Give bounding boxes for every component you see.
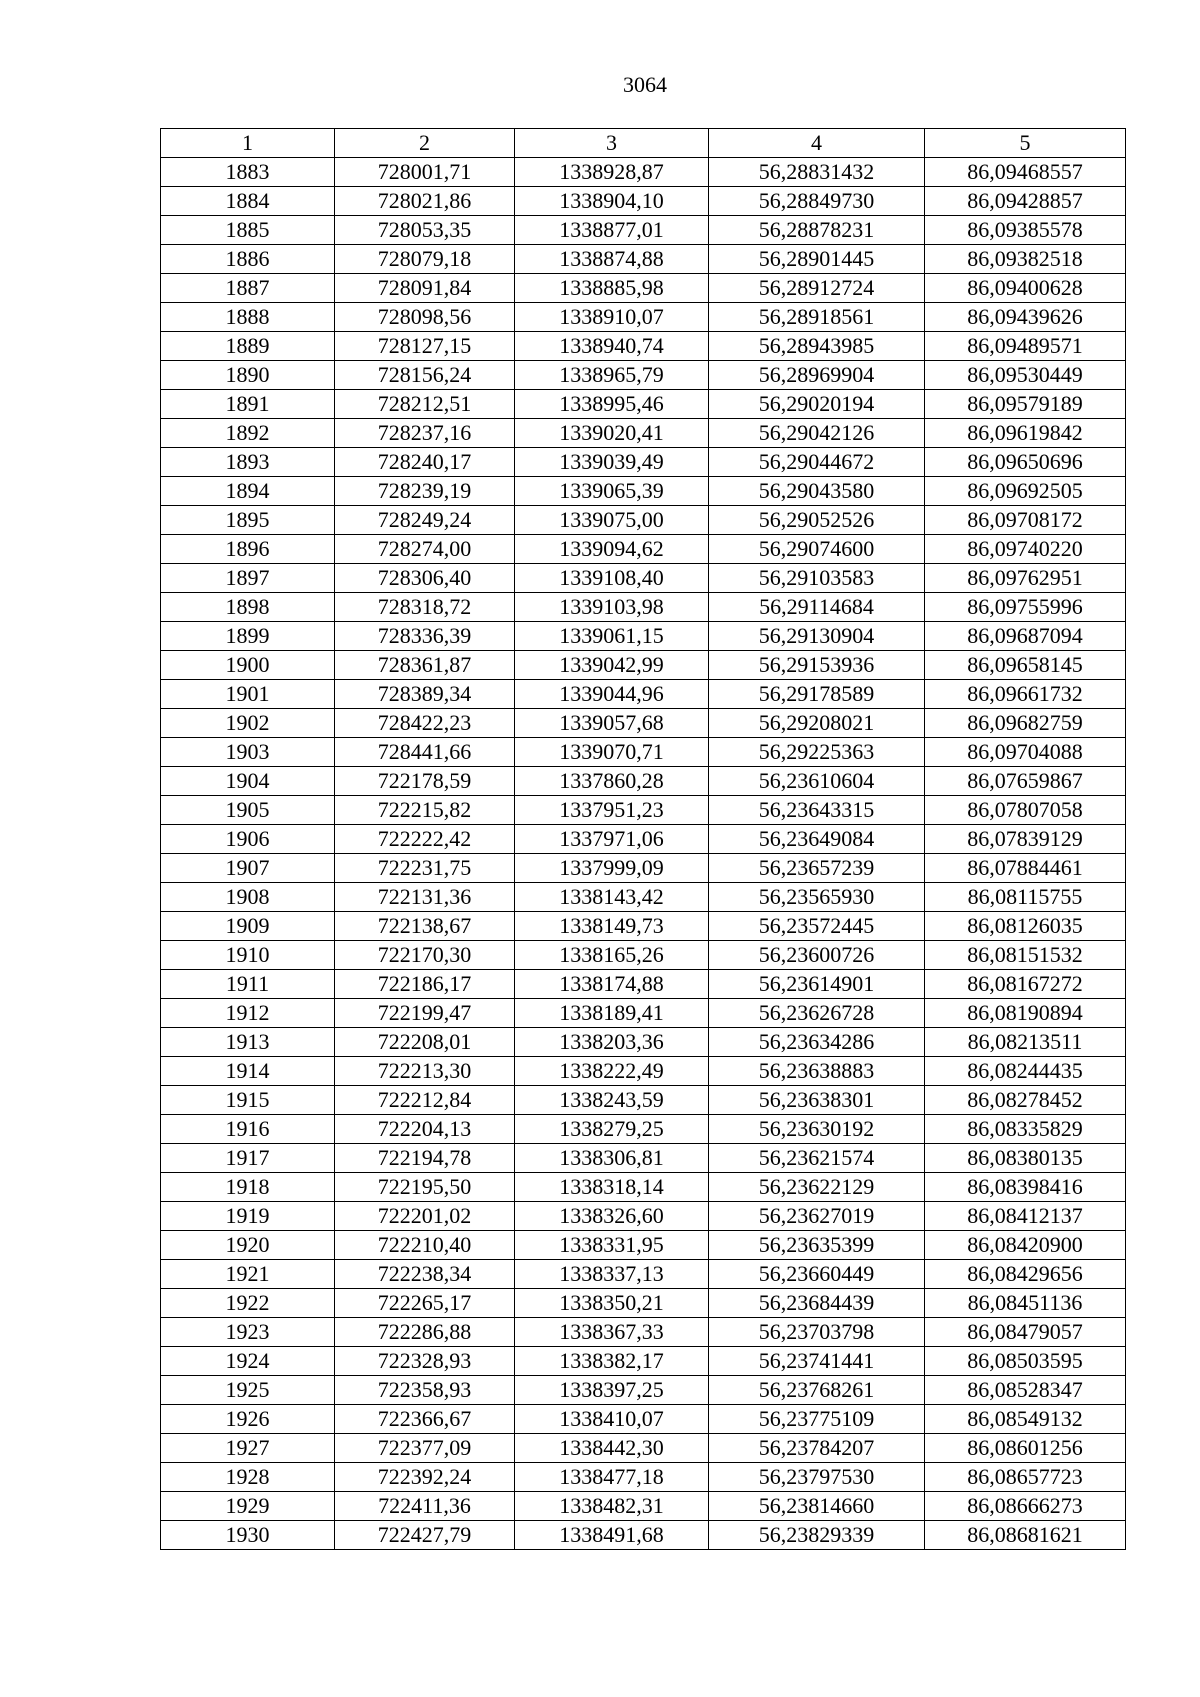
table-cell-col-5: 86,09650696 [925,448,1126,477]
table-cell-col-3: 1339108,40 [515,564,709,593]
table-cell-col-1: 1925 [161,1376,335,1405]
coordinates-table [160,128,1126,1550]
table-cell-col-3: 1339042,99 [515,651,709,680]
table-cell-col-2: 722427,79 [335,1521,515,1550]
table-row [161,274,1126,303]
table-cell-col-5: 86,08190894 [925,999,1126,1028]
table-cell-col-3: 1338165,26 [515,941,709,970]
table-cell-col-4: 56,23565930 [709,883,925,912]
table-cell-col-3: 1339039,49 [515,448,709,477]
table-cell-col-3: 1339070,71 [515,738,709,767]
table-cell-col-1: 1920 [161,1231,335,1260]
table-cell-col-3: 1338243,59 [515,1086,709,1115]
table-cell-col-3: 1338306,81 [515,1144,709,1173]
table-row [161,767,1126,796]
table-cell-col-4: 56,28901445 [709,245,925,274]
table-cell-col-2: 722358,93 [335,1376,515,1405]
column-header-2: 2 [335,129,515,158]
table-row [161,1318,1126,1347]
table-cell-col-2: 722366,67 [335,1405,515,1434]
table-cell-col-4: 56,28878231 [709,216,925,245]
table-cell-col-5: 86,09619842 [925,419,1126,448]
table-cell-col-5: 86,08335829 [925,1115,1126,1144]
table-cell-col-5: 86,08380135 [925,1144,1126,1173]
table-cell-col-3: 1338222,49 [515,1057,709,1086]
table-cell-col-5: 86,09708172 [925,506,1126,535]
table-cell-col-5: 86,08528347 [925,1376,1126,1405]
table-row [161,1463,1126,1492]
table-cell-col-2: 722178,59 [335,767,515,796]
table-cell-col-4: 56,29208021 [709,709,925,738]
table-cell-col-1: 1922 [161,1289,335,1318]
table-cell-col-1: 1915 [161,1086,335,1115]
table-cell-col-3: 1338143,42 [515,883,709,912]
table-cell-col-1: 1921 [161,1260,335,1289]
table-row [161,1260,1126,1289]
table-cell-col-5: 86,08278452 [925,1086,1126,1115]
table-row [161,912,1126,941]
table-row [161,1521,1126,1550]
table-cell-col-1: 1897 [161,564,335,593]
table-cell-col-1: 1899 [161,622,335,651]
table-cell-col-5: 86,09682759 [925,709,1126,738]
column-header-5: 5 [925,129,1126,158]
table-cell-col-4: 56,29153936 [709,651,925,680]
table-cell-col-4: 56,23657239 [709,854,925,883]
table-row [161,506,1126,535]
table-cell-col-5: 86,08479057 [925,1318,1126,1347]
table-cell-col-2: 728361,87 [335,651,515,680]
table-cell-col-2: 722186,17 [335,970,515,999]
table-cell-col-5: 86,09400628 [925,274,1126,303]
table-row [161,303,1126,332]
table-cell-col-3: 1337971,06 [515,825,709,854]
table-cell-col-2: 722265,17 [335,1289,515,1318]
table-cell-col-5: 86,08666273 [925,1492,1126,1521]
table-cell-col-5: 86,09661732 [925,680,1126,709]
table-header [161,129,1126,158]
table-cell-col-2: 728318,72 [335,593,515,622]
table-cell-col-1: 1907 [161,854,335,883]
table-cell-col-2: 722138,67 [335,912,515,941]
table-cell-col-4: 56,23829339 [709,1521,925,1550]
table-cell-col-3: 1338940,74 [515,332,709,361]
table-cell-col-2: 728001,71 [335,158,515,187]
table-row [161,361,1126,390]
table-cell-col-5: 86,08657723 [925,1463,1126,1492]
table-cell-col-5: 86,08398416 [925,1173,1126,1202]
table-cell-col-1: 1901 [161,680,335,709]
table-cell-col-2: 728212,51 [335,390,515,419]
table-cell-col-2: 722411,36 [335,1492,515,1521]
table-cell-col-2: 728239,19 [335,477,515,506]
table-cell-col-4: 56,23814660 [709,1492,925,1521]
table-cell-col-3: 1338910,07 [515,303,709,332]
table-cell-col-1: 1930 [161,1521,335,1550]
table-cell-col-1: 1900 [161,651,335,680]
table-cell-col-2: 728053,35 [335,216,515,245]
table-cell-col-2: 722131,36 [335,883,515,912]
table-cell-col-4: 56,28831432 [709,158,925,187]
table-cell-col-1: 1911 [161,970,335,999]
table-cell-col-2: 722238,34 [335,1260,515,1289]
table-row [161,680,1126,709]
table-row [161,1434,1126,1463]
table-cell-col-1: 1884 [161,187,335,216]
table-cell-col-1: 1888 [161,303,335,332]
table-cell-col-3: 1339065,39 [515,477,709,506]
table-cell-col-4: 56,29074600 [709,535,925,564]
table-cell-col-2: 728249,24 [335,506,515,535]
table-row [161,1086,1126,1115]
table-cell-col-5: 86,08429656 [925,1260,1126,1289]
table-cell-col-5: 86,09489571 [925,332,1126,361]
table-cell-col-2: 722204,13 [335,1115,515,1144]
table-cell-col-4: 56,29020194 [709,390,925,419]
table-cell-col-5: 86,09579189 [925,390,1126,419]
table-cell-col-2: 728091,84 [335,274,515,303]
table-cell-col-1: 1919 [161,1202,335,1231]
table-cell-col-1: 1927 [161,1434,335,1463]
table-row [161,1347,1126,1376]
table-cell-col-5: 86,09468557 [925,158,1126,187]
table-cell-col-2: 722210,40 [335,1231,515,1260]
table-cell-col-3: 1338904,10 [515,187,709,216]
table-cell-col-5: 86,08167272 [925,970,1126,999]
table-cell-col-1: 1909 [161,912,335,941]
table-cell-col-2: 722377,09 [335,1434,515,1463]
table-cell-col-1: 1887 [161,274,335,303]
table-cell-col-4: 56,23768261 [709,1376,925,1405]
table-row [161,1405,1126,1434]
table-row [161,796,1126,825]
table-cell-col-3: 1339094,62 [515,535,709,564]
table-cell-col-3: 1338965,79 [515,361,709,390]
table-cell-col-1: 1918 [161,1173,335,1202]
table-cell-col-2: 728389,34 [335,680,515,709]
table-cell-col-3: 1338477,18 [515,1463,709,1492]
table-cell-col-1: 1912 [161,999,335,1028]
table-cell-col-5: 86,08151532 [925,941,1126,970]
table-cell-col-2: 728422,23 [335,709,515,738]
table-row [161,477,1126,506]
column-header-1: 1 [161,129,335,158]
table-cell-col-2: 722231,75 [335,854,515,883]
table-cell-col-3: 1338491,68 [515,1521,709,1550]
table-cell-col-1: 1885 [161,216,335,245]
table-cell-col-2: 722195,50 [335,1173,515,1202]
table-cell-col-1: 1895 [161,506,335,535]
table-cell-col-4: 56,23775109 [709,1405,925,1434]
table-cell-col-4: 56,23784207 [709,1434,925,1463]
table-cell-col-5: 86,09658145 [925,651,1126,680]
table-cell-col-2: 728240,17 [335,448,515,477]
table-cell-col-5: 86,09382518 [925,245,1126,274]
table-cell-col-1: 1910 [161,941,335,970]
table-cell-col-2: 728306,40 [335,564,515,593]
table-cell-col-5: 86,07659867 [925,767,1126,796]
table-cell-col-1: 1904 [161,767,335,796]
table-cell-col-3: 1338382,17 [515,1347,709,1376]
table-cell-col-3: 1339075,00 [515,506,709,535]
table-cell-col-3: 1338367,33 [515,1318,709,1347]
table-row [161,332,1126,361]
table-cell-col-5: 86,08412137 [925,1202,1126,1231]
table-cell-col-4: 56,23684439 [709,1289,925,1318]
table-cell-col-5: 86,07807058 [925,796,1126,825]
table-cell-col-3: 1338410,07 [515,1405,709,1434]
table-row [161,390,1126,419]
table-cell-col-3: 1337860,28 [515,767,709,796]
column-header-4: 4 [709,129,925,158]
table-cell-col-4: 56,29052526 [709,506,925,535]
table-cell-col-3: 1338337,13 [515,1260,709,1289]
table-cell-col-5: 86,07839129 [925,825,1126,854]
table-cell-col-2: 728098,56 [335,303,515,332]
table-row [161,1144,1126,1173]
table-cell-col-2: 722215,82 [335,796,515,825]
table-cell-col-2: 728441,66 [335,738,515,767]
table-row [161,419,1126,448]
table-row [161,622,1126,651]
table-row [161,535,1126,564]
table-row [161,1173,1126,1202]
table-cell-col-3: 1338874,88 [515,245,709,274]
table-cell-col-3: 1339044,96 [515,680,709,709]
table-cell-col-3: 1338203,36 [515,1028,709,1057]
table-cell-col-5: 86,09692505 [925,477,1126,506]
table-row [161,216,1126,245]
table-cell-col-4: 56,28969904 [709,361,925,390]
table-cell-col-2: 722392,24 [335,1463,515,1492]
table-cell-col-1: 1928 [161,1463,335,1492]
table-cell-col-3: 1338442,30 [515,1434,709,1463]
table-cell-col-4: 56,29103583 [709,564,925,593]
table-cell-col-3: 1337999,09 [515,854,709,883]
table-row [161,970,1126,999]
table-cell-col-4: 56,23627019 [709,1202,925,1231]
table-row [161,1028,1126,1057]
table-cell-col-5: 86,08126035 [925,912,1126,941]
table-cell-col-4: 56,23649084 [709,825,925,854]
table-row [161,651,1126,680]
table-cell-col-5: 86,07884461 [925,854,1126,883]
table-cell-col-2: 722208,01 [335,1028,515,1057]
table-cell-col-4: 56,23621574 [709,1144,925,1173]
table-cell-col-4: 56,23638883 [709,1057,925,1086]
table-cell-col-5: 86,09687094 [925,622,1126,651]
table-cell-col-5: 86,08549132 [925,1405,1126,1434]
table-cell-col-1: 1923 [161,1318,335,1347]
table-body [161,158,1126,1550]
table-cell-col-2: 728274,00 [335,535,515,564]
table-cell-col-3: 1338995,46 [515,390,709,419]
table-row [161,1376,1126,1405]
table-cell-col-4: 56,23626728 [709,999,925,1028]
table-row [161,1115,1126,1144]
table-cell-col-5: 86,08244435 [925,1057,1126,1086]
table-cell-col-3: 1337951,23 [515,796,709,825]
table-cell-col-2: 728021,86 [335,187,515,216]
table-cell-col-5: 86,08681621 [925,1521,1126,1550]
table-row [161,564,1126,593]
table-cell-col-1: 1914 [161,1057,335,1086]
table-cell-col-4: 56,23600726 [709,941,925,970]
table-cell-col-4: 56,23703798 [709,1318,925,1347]
table-cell-col-5: 86,08420900 [925,1231,1126,1260]
table-cell-col-3: 1338885,98 [515,274,709,303]
table-cell-col-4: 56,29042126 [709,419,925,448]
table-cell-col-3: 1339103,98 [515,593,709,622]
table-cell-col-4: 56,29044672 [709,448,925,477]
table-cell-col-4: 56,29225363 [709,738,925,767]
table-cell-col-4: 56,28849730 [709,187,925,216]
table-row [161,1289,1126,1318]
table-cell-col-2: 722199,47 [335,999,515,1028]
table-cell-col-3: 1338174,88 [515,970,709,999]
table-row [161,1231,1126,1260]
table-cell-col-3: 1339057,68 [515,709,709,738]
table-cell-col-4: 56,28943985 [709,332,925,361]
table-row [161,245,1126,274]
table-cell-col-4: 56,23643315 [709,796,925,825]
table-cell-col-5: 86,09704088 [925,738,1126,767]
table-cell-col-2: 728156,24 [335,361,515,390]
table-row [161,1057,1126,1086]
table-cell-col-1: 1893 [161,448,335,477]
table-cell-col-5: 86,09428857 [925,187,1126,216]
table-cell-col-1: 1917 [161,1144,335,1173]
table-cell-col-4: 56,29130904 [709,622,925,651]
table-cell-col-5: 86,09530449 [925,361,1126,390]
table-row [161,883,1126,912]
table-cell-col-1: 1886 [161,245,335,274]
table-cell-col-4: 56,28918561 [709,303,925,332]
table-cell-col-3: 1338279,25 [515,1115,709,1144]
table-cell-col-3: 1338397,25 [515,1376,709,1405]
table-cell-col-3: 1338877,01 [515,216,709,245]
column-header-3: 3 [515,129,709,158]
table-row [161,999,1126,1028]
table-cell-col-2: 722286,88 [335,1318,515,1347]
table-cell-col-1: 1891 [161,390,335,419]
table-cell-col-1: 1898 [161,593,335,622]
table-cell-col-3: 1339020,41 [515,419,709,448]
table-row [161,738,1126,767]
table-cell-col-1: 1924 [161,1347,335,1376]
table-cell-col-1: 1896 [161,535,335,564]
table-row [161,187,1126,216]
table-cell-col-3: 1338318,14 [515,1173,709,1202]
table-cell-col-5: 86,08503595 [925,1347,1126,1376]
table-cell-col-2: 722201,02 [335,1202,515,1231]
table-cell-col-2: 728237,16 [335,419,515,448]
table-cell-col-3: 1338350,21 [515,1289,709,1318]
table-cell-col-3: 1338189,41 [515,999,709,1028]
table-cell-col-2: 722194,78 [335,1144,515,1173]
table-cell-col-5: 86,09740220 [925,535,1126,564]
table-cell-col-1: 1926 [161,1405,335,1434]
table-cell-col-4: 56,23614901 [709,970,925,999]
table-row [161,448,1126,477]
table-cell-col-1: 1889 [161,332,335,361]
table-cell-col-4: 56,29114684 [709,593,925,622]
table-cell-col-1: 1908 [161,883,335,912]
table-row [161,709,1126,738]
table-cell-col-2: 728336,39 [335,622,515,651]
table-cell-col-5: 86,08115755 [925,883,1126,912]
table-cell-col-4: 56,23635399 [709,1231,925,1260]
table-cell-col-5: 86,09755996 [925,593,1126,622]
table-cell-col-4: 56,23638301 [709,1086,925,1115]
table-cell-col-1: 1890 [161,361,335,390]
table-cell-col-3: 1338928,87 [515,158,709,187]
table-cell-col-2: 722213,30 [335,1057,515,1086]
table-row [161,158,1126,187]
table-cell-col-5: 86,09385578 [925,216,1126,245]
table-cell-col-5: 86,09762951 [925,564,1126,593]
table-row [161,825,1126,854]
table-cell-col-2: 722212,84 [335,1086,515,1115]
table-row [161,593,1126,622]
table-cell-col-3: 1339061,15 [515,622,709,651]
table-cell-col-1: 1913 [161,1028,335,1057]
table-row [161,1202,1126,1231]
table-cell-col-4: 56,23634286 [709,1028,925,1057]
table-cell-col-2: 722328,93 [335,1347,515,1376]
table-cell-col-1: 1883 [161,158,335,187]
table-cell-col-4: 56,23630192 [709,1115,925,1144]
table-cell-col-3: 1338326,60 [515,1202,709,1231]
table-cell-col-4: 56,23741441 [709,1347,925,1376]
table-cell-col-5: 86,08451136 [925,1289,1126,1318]
table-cell-col-5: 86,08601256 [925,1434,1126,1463]
table-cell-col-4: 56,29178589 [709,680,925,709]
table-cell-col-4: 56,28912724 [709,274,925,303]
table-cell-col-2: 728127,15 [335,332,515,361]
table-row [161,941,1126,970]
table-cell-col-1: 1892 [161,419,335,448]
table-cell-col-3: 1338482,31 [515,1492,709,1521]
table-cell-col-4: 56,23610604 [709,767,925,796]
table-cell-col-4: 56,23660449 [709,1260,925,1289]
table-cell-col-1: 1906 [161,825,335,854]
table-cell-col-4: 56,23622129 [709,1173,925,1202]
table-cell-col-1: 1894 [161,477,335,506]
table-cell-col-1: 1903 [161,738,335,767]
table-cell-col-2: 722170,30 [335,941,515,970]
page-number: 3064 [623,72,667,97]
table-cell-col-3: 1338149,73 [515,912,709,941]
table-cell-col-1: 1902 [161,709,335,738]
table-cell-col-1: 1905 [161,796,335,825]
table-cell-col-5: 86,09439626 [925,303,1126,332]
header-row [161,129,1126,158]
table-row [161,854,1126,883]
table-cell-col-2: 722222,42 [335,825,515,854]
table-cell-col-1: 1929 [161,1492,335,1521]
table-row [161,1492,1126,1521]
table-cell-col-3: 1338331,95 [515,1231,709,1260]
table-cell-col-1: 1916 [161,1115,335,1144]
table-cell-col-5: 86,08213511 [925,1028,1126,1057]
table-cell-col-4: 56,23797530 [709,1463,925,1492]
table-cell-col-4: 56,29043580 [709,477,925,506]
table-cell-col-2: 728079,18 [335,245,515,274]
table-cell-col-4: 56,23572445 [709,912,925,941]
